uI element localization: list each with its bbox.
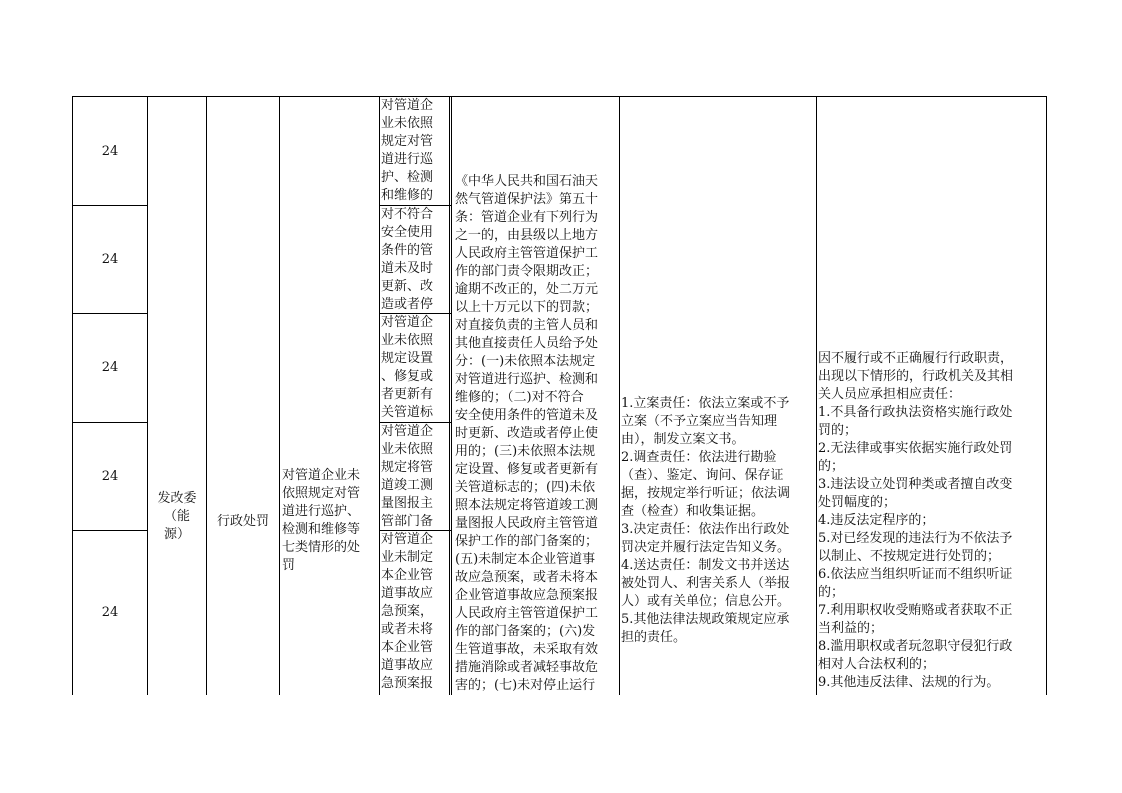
- col-divider: [206, 97, 207, 695]
- row-number: 24: [101, 143, 119, 159]
- department-cell: 发改委 （能 源）: [157, 491, 197, 542]
- sub-item-cell: 对管道企 业未依照 规定设置 、修复或 者更新有 关管道标: [381, 315, 434, 420]
- col-divider: [279, 97, 280, 695]
- col-divider: [451, 97, 452, 695]
- sub-item-cell: 对管道企 业未制定 本企业管 道事故应 急预案， 或者未将 本企业管 道事故应 急预案报: [381, 532, 434, 691]
- authority-table: [72, 96, 1047, 695]
- sub-item-cell: 对不符合 安全使用 条件的管 道未及时 更新、改 造或者停: [381, 207, 434, 312]
- col-divider: [147, 97, 148, 695]
- legal-basis-cell: 《中华人民共和国石油天 然气管道保护法》第五十 条：管道企业有下列行为 之一的，由县级以上地方 人民政府主管管道保护工 作的部门责令限期改正； 逾期不改正的，处二万元 以上十万元以下的罚款； 对直接负责的主管人员和 其他直接责任人员给予处 分：(一)未依照本法规定 对管道进行巡护、检测和 维修的；（二)对不符合 安全使用条件的管道未及 时更新、改造或者停止使 用的；(三)未依照本法规 定设置、修复或者更新有 关管道标志的；(四)未依 照本法规定将管道竣工测 量图报人民政府主管管道 保护工作的部门备案的； (五)未制定本企业管道事 故应急预案，或者未将本 企业管道事故应急预案报 人民政府主管管道保护工 作的部门备案的；(六)发 生管道事故，未采取有效 措施消除或者减轻事故危 害的；(七)未对停止运行: [455, 174, 599, 693]
- power-type-cell: 行政处罚: [216, 514, 269, 529]
- row-number: 24: [101, 605, 119, 620]
- row-number: 24: [101, 359, 119, 375]
- accountability-cell: 因不履行或不正确履行行政职责， 出现以下情形的，行政机关及其相 关人员应承担相应责任： 1.不具备行政执法资格实施行政处 罚的； 2.无法律或事实依据实施行政处罚 的； 3.违法设立处罚种类或者擅自改变 处罚幅度的； 4.违反法定程序的； 5.对已经发现的违法行为不依法予 以制止、不按规定进行处罚的； 6.依法应当组织听证而不组织听证 的； 7.利用职权收受贿赂或者获取不正 当利益的； 8.滥用职权或者玩忽职守侵犯行政 相对人合法权利的； 9.其他违反法律、法规的行为。: [818, 351, 1014, 690]
- responsibility-cell: 1.立案责任：依法立案或不予 立案（不予立案应当告知理 由），制发立案文书。 2.调查责任：依法进行勘验 （查）、鉴定、询问、保存证 据，按规定举行听证；依法调 查（检查）和收集证据。 3.决定责任：依法作出行政处 罚决定并履行法定告知义务。 4.送达责任：制发文书并送达 被处罚人、利害关系人（举报 人）或有关单位；信息公开。 5.其他法律法规政策规定应承 担的责任。: [621, 396, 791, 645]
- sub-item-cell: 对管道企 业未依照 规定将管 道竣工测 量图报主 管部门备: [381, 424, 434, 529]
- row-number: 24: [101, 468, 119, 484]
- col-divider: [619, 97, 620, 695]
- sub-item-cell: 对管道企 业未依照 规定对管 道进行巡 护、检测 和维修的: [381, 98, 434, 203]
- row-number: 24: [101, 251, 119, 267]
- col-divider: [816, 97, 817, 695]
- item-name-cell: 对管道企业未 依照规定对管 道进行巡护、 检测和维修等 七类情形的处 罚: [282, 468, 361, 573]
